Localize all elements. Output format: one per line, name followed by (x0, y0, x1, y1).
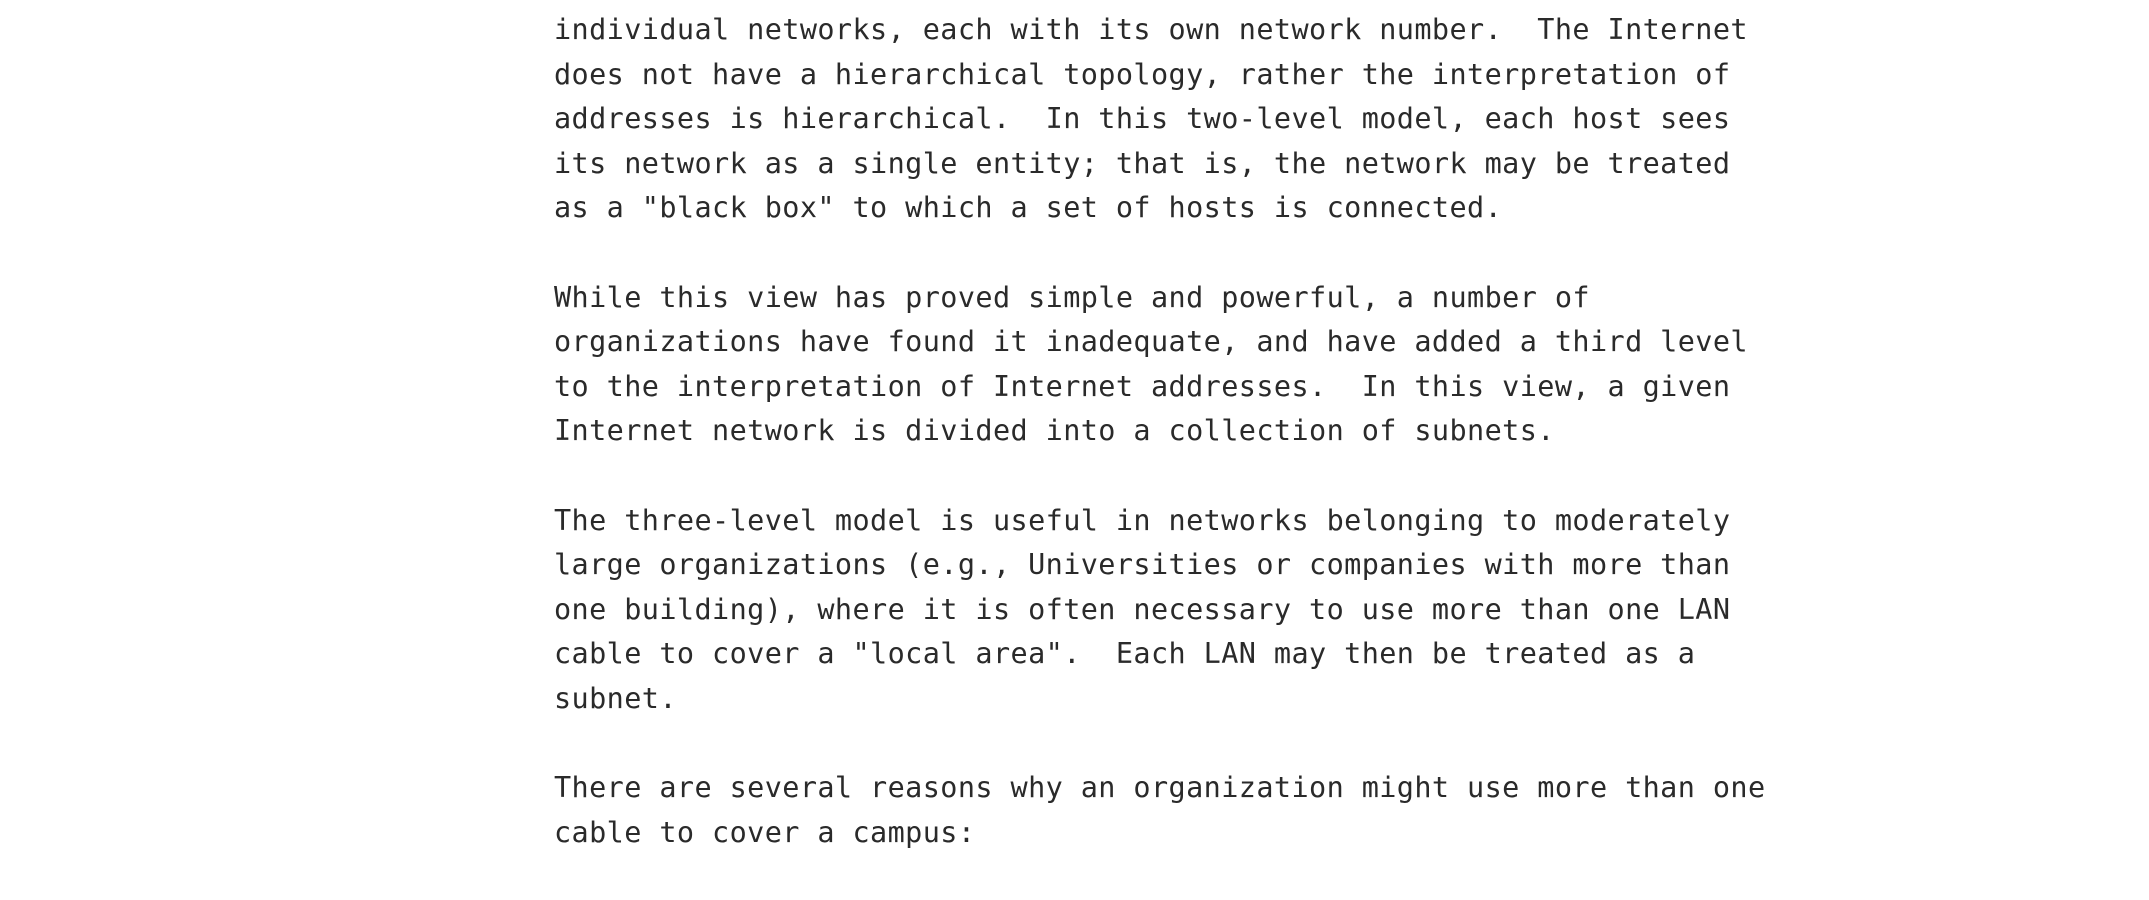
text-line: its network as a single entity; that is, the network may be treated (554, 146, 1731, 180)
text-line: While this view has proved simple and powerful, a number of (554, 280, 1590, 314)
text-line: The three-level model is useful in networks belonging to moderately (554, 503, 1731, 537)
paragraph (554, 8, 1748, 231)
text-line: to the interpretation of Internet addresses. In this view, a given (554, 369, 1731, 403)
paragraph (554, 766, 1766, 855)
paragraph (554, 276, 1748, 454)
paragraph (554, 499, 1734, 722)
text-line: subnet. (554, 681, 677, 715)
paragraph-gap (554, 722, 1734, 767)
text-line: does not have a hierarchical topology, rather the interpretation of (554, 57, 1731, 91)
text-line: as a "black box" to which a set of hosts is connected. (554, 191, 1503, 225)
text-line: cable to cover a "local area". Each LAN may then be treated as a (554, 637, 1696, 671)
document-body (554, 8, 1766, 855)
text-line: There are several reasons why an organization might use more than one (554, 771, 1766, 805)
text-line: organizations have found it inadequate, and have added a third level (554, 325, 1748, 359)
text-line: one building), where it is often necessary to use more than one LAN (554, 592, 1731, 626)
paragraph-gap (554, 454, 1734, 499)
text-line: large organizations (e.g., Universities or companies with more than (554, 548, 1731, 582)
text-line: individual networks, each with its own network number. The Internet (554, 13, 1748, 46)
text-line: Internet network is divided into a collection of subnets. (554, 414, 1555, 448)
text-line: addresses is hierarchical. In this two-level model, each host sees (554, 102, 1731, 136)
paragraph-gap (554, 231, 1734, 276)
text-line: cable to cover a campus: (554, 815, 976, 849)
